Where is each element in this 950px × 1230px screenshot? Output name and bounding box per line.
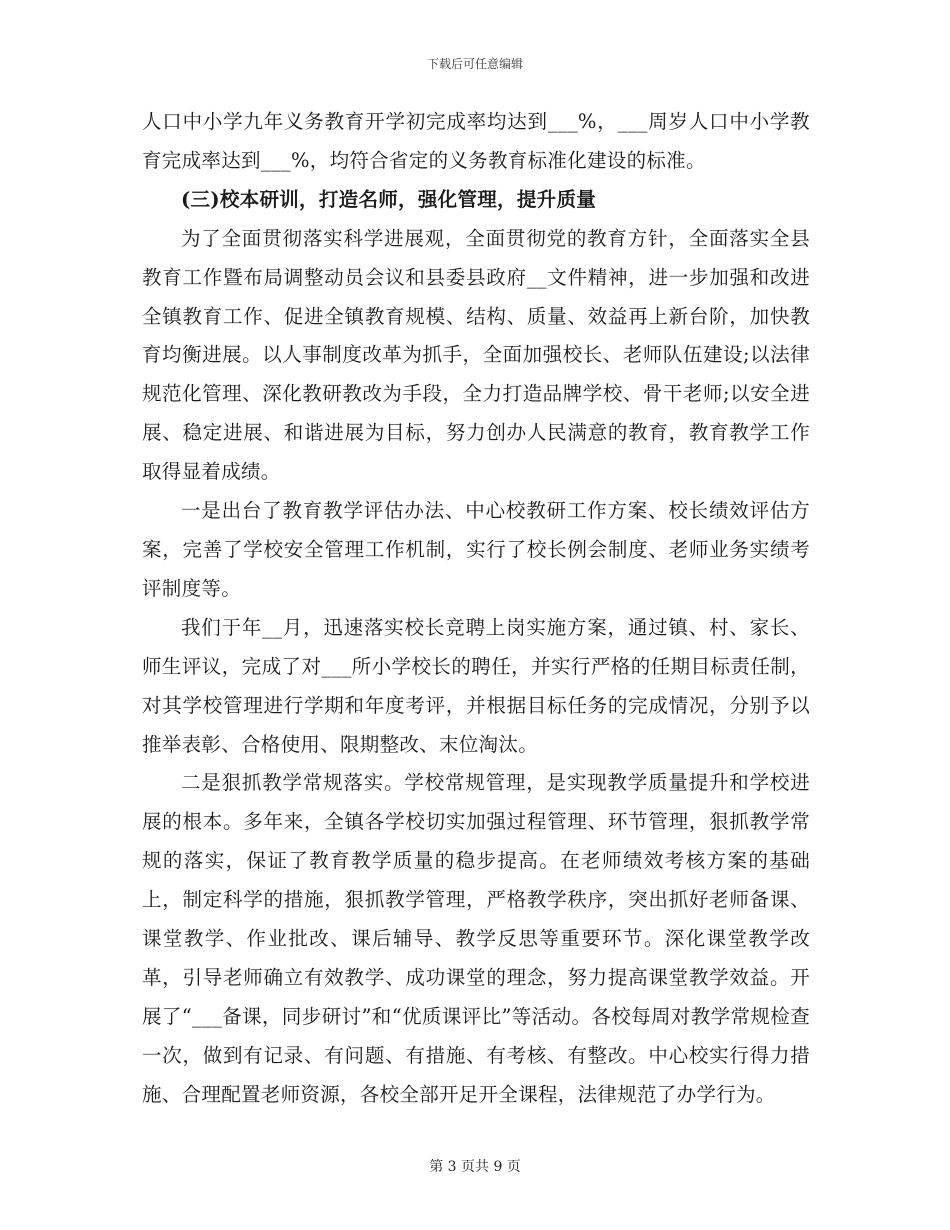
document-body xyxy=(142,103,810,1115)
paragraph-point-one: 一是出台了教育教学评估办法、中心校教研工作方案、校长绩效评估方案，完善了学校安全管理工作机制，实行了校长例会制度、老师业务实绩考评制度等。 xyxy=(142,499,810,600)
paragraph-point-two: 二是狠抓教学常规落实。学校常规管理，是实现教学质量提升和学校进展的根本。多年来，全镇各学校切实加强过程管理、环节管理，狠抓教学常规的落实，保证了教育教学质量的稳步提高。在老师绩效考核方案的基础上，制定科学的措施，狠抓教学管理，严格教学秩序，突出抓好老师备课、课堂教学、作业批改、课后辅导、教学反思等重要环节。深化课堂教学改革，引导老师确立有效教学、成功课堂的理念，努力提高课堂教学效益。开展了“___备课，同步研讨”和“优质课评比”等活动。各校每周对教学常规检查一次，做到有记录、有问题、有措施、有考核、有整改。中心校实行得力措施、合理配置老师资源，各校全部开足开全课程，法律规范了办学行为。 xyxy=(142,771,810,1106)
section-heading: (三)校本研训，打造名师，强化管理，提升质量 xyxy=(181,187,597,211)
paragraph-appointment: 我们于年__月，迅速落实校长竞聘上岗实施方案，通过镇、村、家长、师生评议，完成了对___所小学校长的聘任，并实行严格的任期目标责任制，对其学校管理进行学期和年度考评，并根据目标任务的完成情况，分别予以推举表彰、合格使用、限期整改、末位淘汰。 xyxy=(142,615,810,756)
page-number-footer: 第 3 页共 9 页 xyxy=(429,1159,521,1175)
paragraph-intro: 为了全面贯彻落实科学进展观，全面贯彻党的教育方针，全面落实全县教育工作暨布局调整动员会议和县委县政府__文件精神，进一步加强和改进全镇教育工作、促进全镇教育规模、结构、质量、效益再上新台阶，加快教育均衡进展。以人事制度改革为抓手，全面加强校长、老师队伍建设;以法律规范化管理、深化教研教改为手段，全力打造品牌学校、骨干老师;以安全进展、稳定进展、和谐进展为目标，努力创办人民满意的教育，教育教学工作取得显着成绩。 xyxy=(142,226,810,484)
page-header: 下载后可任意编辑 xyxy=(426,57,523,71)
paragraph-continuation: 人口中小学九年义务教育开学初完成率均达到___%，___周岁人口中小学教育完成率达到___%，均符合省定的义务教育标准化建设的标准。 xyxy=(142,110,810,172)
